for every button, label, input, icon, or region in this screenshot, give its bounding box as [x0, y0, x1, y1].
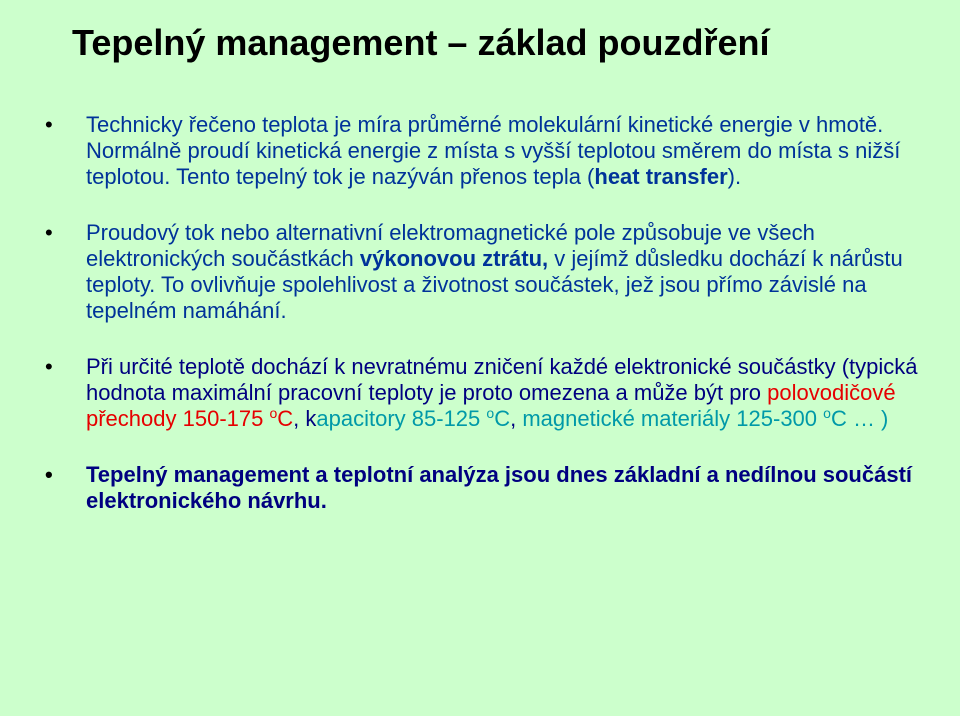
bullet-text: ). — [727, 164, 742, 189]
bullet-text: Technicky řečeno teplota je míra průměrné molekulární kinetické energie v hmotě. Normálně proudí kinetická energie z místa s vyšší teplotou směrem do místa s nižší teplotou. Tento tepelný tok je nazýván přenos tepla ( — [86, 112, 901, 189]
bullet-text: Při určité teplotě dochází k nevratnému zničení každé elektronické součástky (typická hodnota maximální pracovní teploty je proto omezena a může být pro — [86, 354, 918, 405]
bullet-list — [45, 112, 925, 544]
bullet-dot: • — [45, 220, 53, 245]
celsius-unit: C … ) — [830, 406, 889, 431]
slide-title: Tepelný management – základ pouzdření — [72, 22, 770, 63]
bullet-text: Tepelný management a teplotní analýza jsou dnes základní a nedílnou součástí elektronického návrhu. — [86, 462, 913, 513]
bullet-dot: • — [45, 112, 53, 137]
bullet-text: , k — [293, 406, 317, 431]
bullet-temperature-definition — [45, 112, 925, 190]
bullet-thermal-management-conclusion — [45, 462, 925, 514]
degree-superscript: o — [486, 405, 495, 421]
bullet-dot: • — [45, 354, 53, 379]
bullet-text: v jejímž důsledku dochází k nárůstu teploty. To ovlivňuje spolehlivost a životnost součástek, jež jsou přímo závislé na tepelném namáhání. — [86, 246, 903, 323]
capacitors-text: apacitory 85-125 — [316, 406, 487, 431]
magnetic-materials-text: magnetické materiály 125-300 — [522, 406, 824, 431]
celsius-unit: C — [277, 406, 294, 431]
bullet-text: Proudový tok nebo alternativní elektromagnetické pole způsobuje ve všech elektronických součástkách — [86, 220, 815, 271]
degree-superscript: o — [823, 405, 831, 421]
bullet-dot: • — [45, 462, 53, 487]
bullet-text: , — [510, 406, 523, 431]
celsius-unit: C — [494, 406, 511, 431]
bullet-text-bold: heat transfer — [594, 164, 728, 189]
semiconductor-junctions-text: polovodičové přechody 150-175 — [86, 380, 896, 431]
bullet-text-bold: výkonovou ztrátu, — [359, 246, 549, 271]
bullet-max-temperature — [45, 354, 925, 432]
degree-superscript: o — [269, 405, 278, 421]
bullet-power-loss — [45, 220, 925, 324]
